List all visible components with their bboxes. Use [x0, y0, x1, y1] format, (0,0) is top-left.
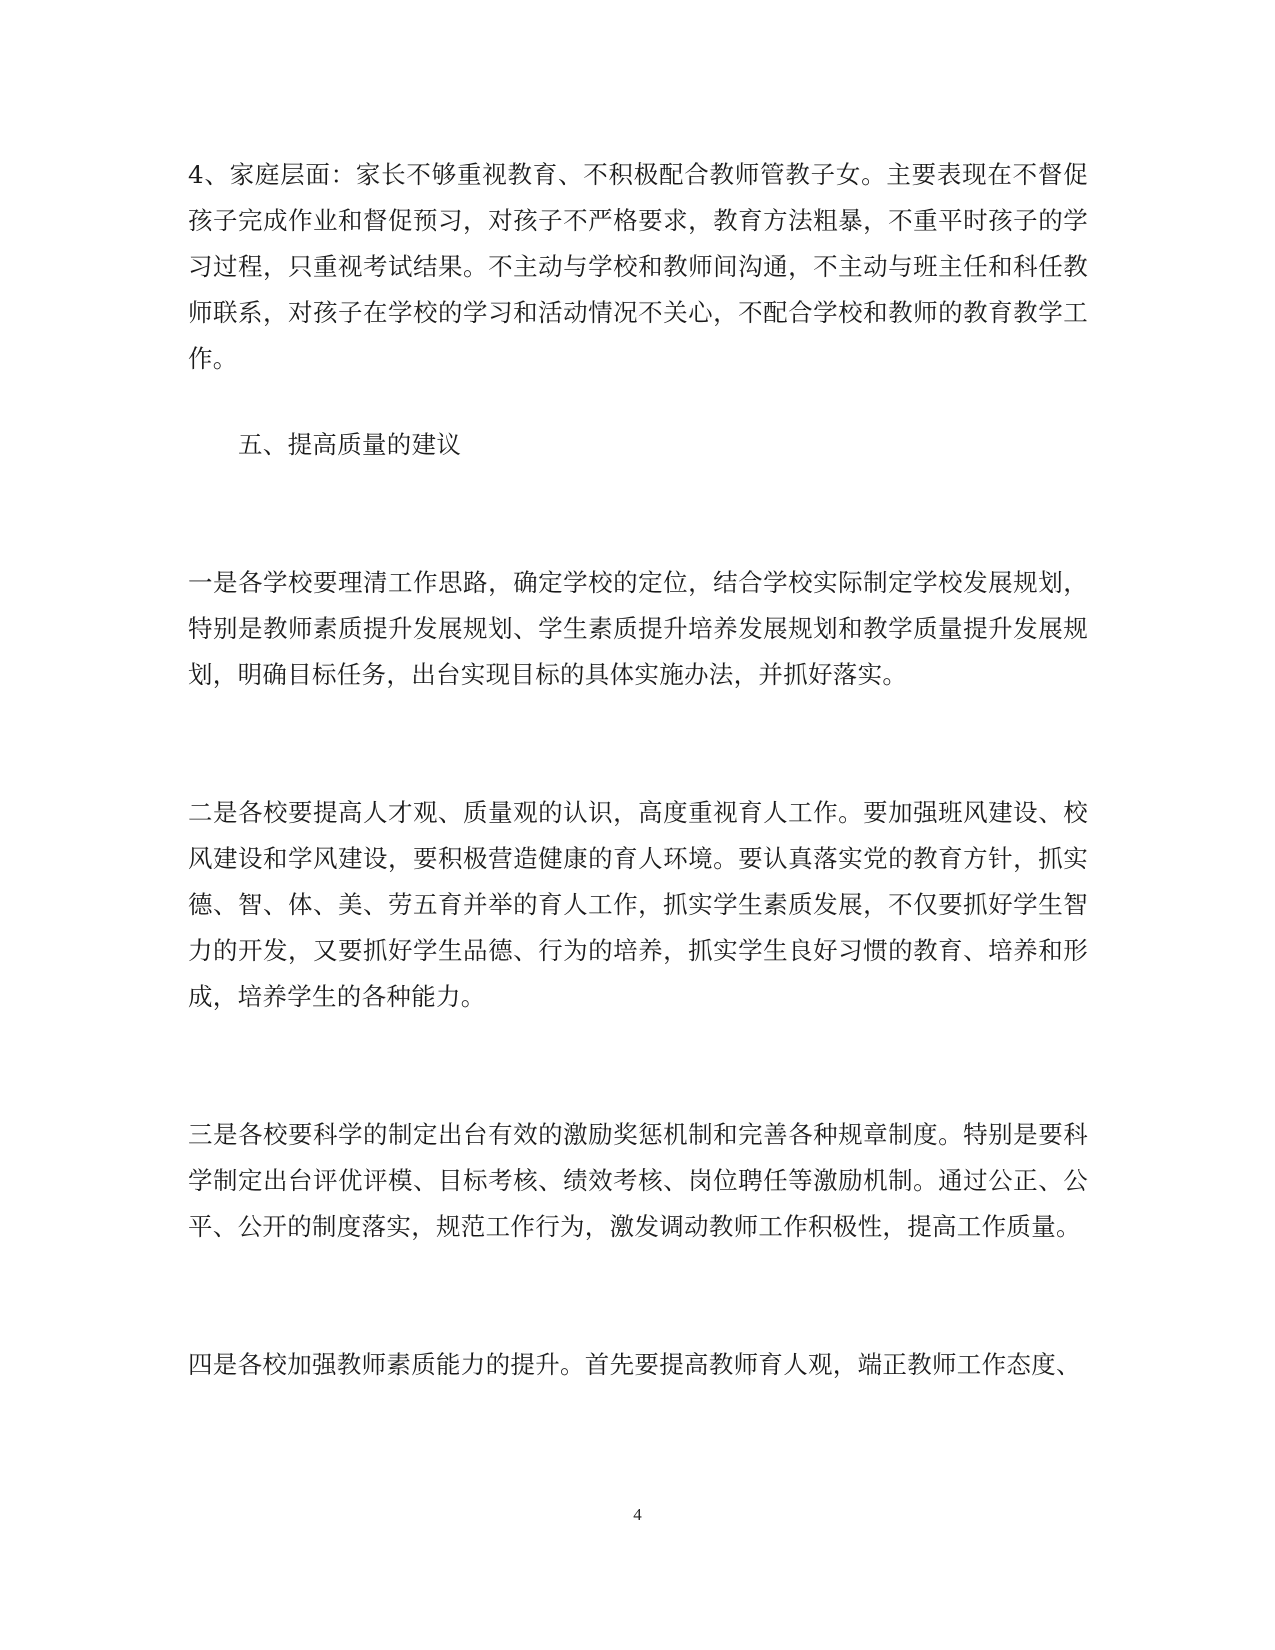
section-heading-suggestions: 五、提高质量的建议: [238, 430, 462, 459]
spacer: [188, 1250, 1088, 1342]
paragraph-family-level: 4、家庭层面：家长不够重视教育、不积极配合教师管教子女。主要表现在不督促孩子完成作业和督促预习，对孩子不严格要求，教育方法粗暴，不重平时孩子的学习过程，只重视考试结果。不主动与学校和教师间沟通，不主动与班主任和科任教师联系，对孩子在学校的学习和活动情况不关心，不配合学校和教师的教育教学工作。: [188, 160, 1088, 373]
paragraph-suggestion-3: 三是各校要科学的制定出台有效的激励奖惩机制和完善各种规章制度。特别是要科学制定出台评优评模、目标考核、绩效考核、岗位聘任等激励机制。通过公正、公平、公开的制度落实，规范工作行为，激发调动教师工作积极性，提高工作质量。: [188, 1120, 1088, 1241]
spacer: [188, 382, 1088, 422]
spacer: [188, 468, 1088, 560]
paragraph-suggestion-2: 二是各校要提高人才观、质量观的认识，高度重视育人工作。要加强班风建设、校风建设和学风建设，要积极营造健康的育人环境。要认真落实党的教育方针，抓实德、智、体、美、劳五育并举的育人工作，抓实学生素质发展，不仅要抓好学生智力的开发，又要抓好学生品德、行为的培养，抓实学生良好习惯的教育、培养和形成，培养学生的各种能力。: [188, 798, 1088, 1011]
spacer: [188, 698, 1088, 790]
page-number: 4: [633, 1505, 642, 1524]
page-content: [188, 152, 1088, 1388]
spacer: [188, 1020, 1088, 1112]
paragraph-suggestion-1: 一是各学校要理清工作思路，确定学校的定位，结合学校实际制定学校发展规划，特别是教师素质提升发展规划、学生素质提升培养发展规划和教学质量提升发展规划，明确目标任务，出台实现目标的具体实施办法，并抓好落实。: [188, 568, 1088, 689]
paragraph-suggestion-4: 四是各校加强教师素质能力的提升。首先要提高教师育人观，端正教师工作态度、: [188, 1350, 1081, 1379]
